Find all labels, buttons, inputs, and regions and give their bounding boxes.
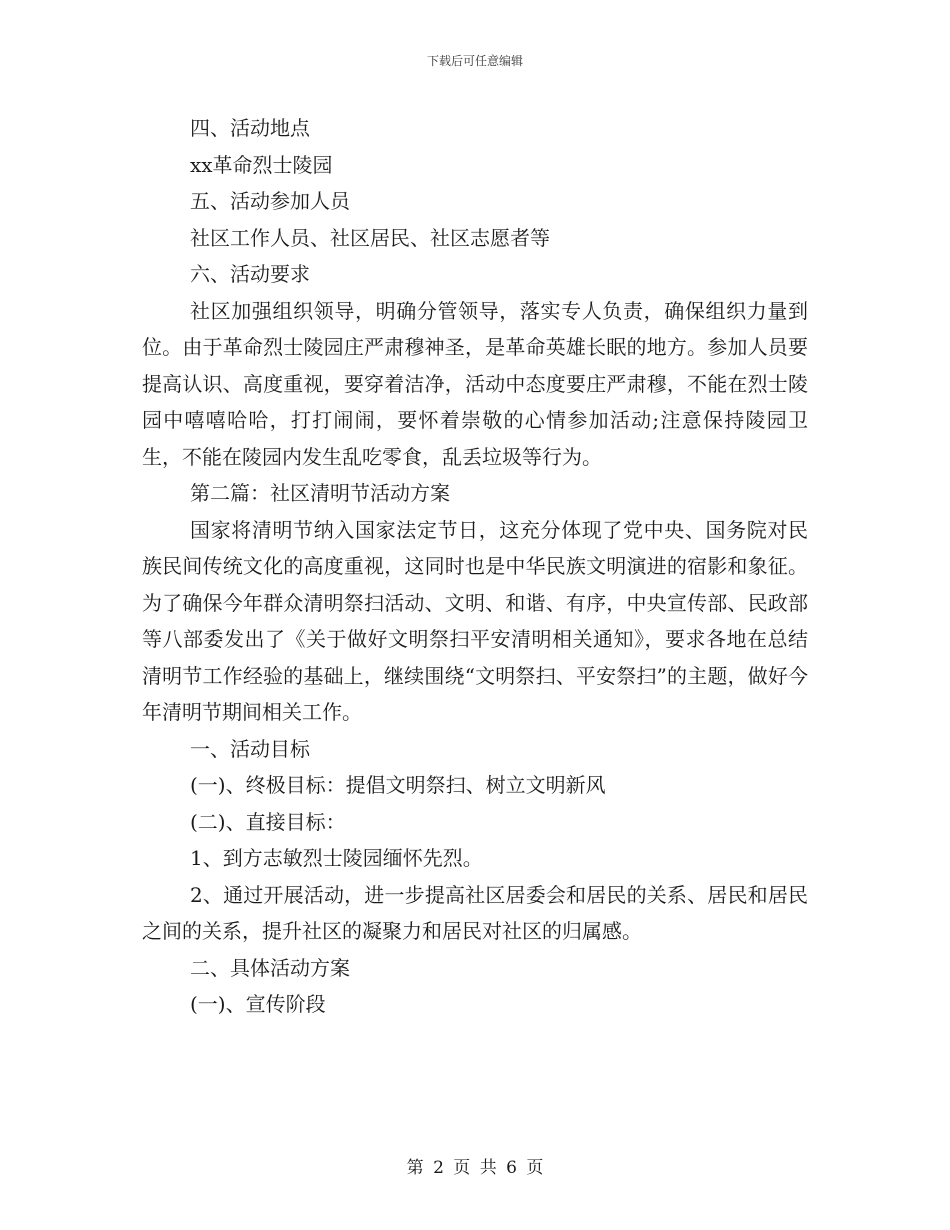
paragraph-goal-item-1: 1、到方志敏烈士陵园缅怀先烈。 (190, 846, 483, 870)
paragraph-introduction: 国家将清明节纳入国家法定节日，这充分体现了党中央、国务院对民族民间传统文化的高度重视，这同时也是中华民族文明演进的宿影和象征。为了确保今年群众清明祭扫活动、文明、和谐、有序，中央宣传部、民政部等八部委发出了《关于做好文明祭扫平安清明相关通知》，要求各地在总结清明节工作经验的基础上，继续围绕“文明祭扫、平安祭扫”的主题，做好今年清明节期间相关工作。 (142, 517, 808, 724)
paragraph-goal-item-2: 2、通过开展活动，进一步提高社区居委会和居民的关系、居民和居民之间的关系，提升社区的凝聚力和居民对社区的归属感。 (142, 882, 808, 943)
document-body (142, 110, 808, 1023)
heading-activity-goals: 一、活动目标 (190, 736, 310, 761)
paragraph-direct-goal: (二)、直接目标： (190, 809, 346, 834)
heading-requirements: 六、活动要求 (190, 262, 310, 286)
heading-participants: 五、活动参加人员 (190, 189, 350, 213)
paragraph-publicity-stage: (一)、宣传阶段 (190, 992, 326, 1016)
paragraph-requirements: 社区加强组织领导，明确分管领导，落实专人负责，确保组织力量到位。由于革命烈士陵园庄严肃穆神圣，是革命英雄长眠的地方。参加人员要提高认识、高度重视，要穿着洁净，活动中态度要庄严肃穆，不能在烈士陵园中嘻嘻哈哈，打打闹闹，要怀着崇敬的心情参加活动;注意保持陵园卫生，不能在陵园内发生乱吃零食，乱丢垃圾等行为。 (142, 298, 808, 469)
paragraph-participants: 社区工作人员、社区居民、社区志愿者等 (190, 225, 550, 250)
heading-activity-location: 四、活动地点 (190, 116, 310, 140)
paragraph-location-name: xx革命烈士陵园 (190, 152, 333, 177)
paragraph-ultimate-goal: (一)、终极目标：提倡文明祭扫、树立文明新风 (190, 773, 606, 797)
heading-activity-plan: 二、具体活动方案 (190, 955, 350, 980)
page-number: 第 2 页 共 6 页 (406, 1158, 544, 1178)
section-title-part-two: 第二篇：社区清明节活动方案 (190, 481, 450, 505)
page-header-note: 下载后可任意编辑 (426, 54, 523, 68)
